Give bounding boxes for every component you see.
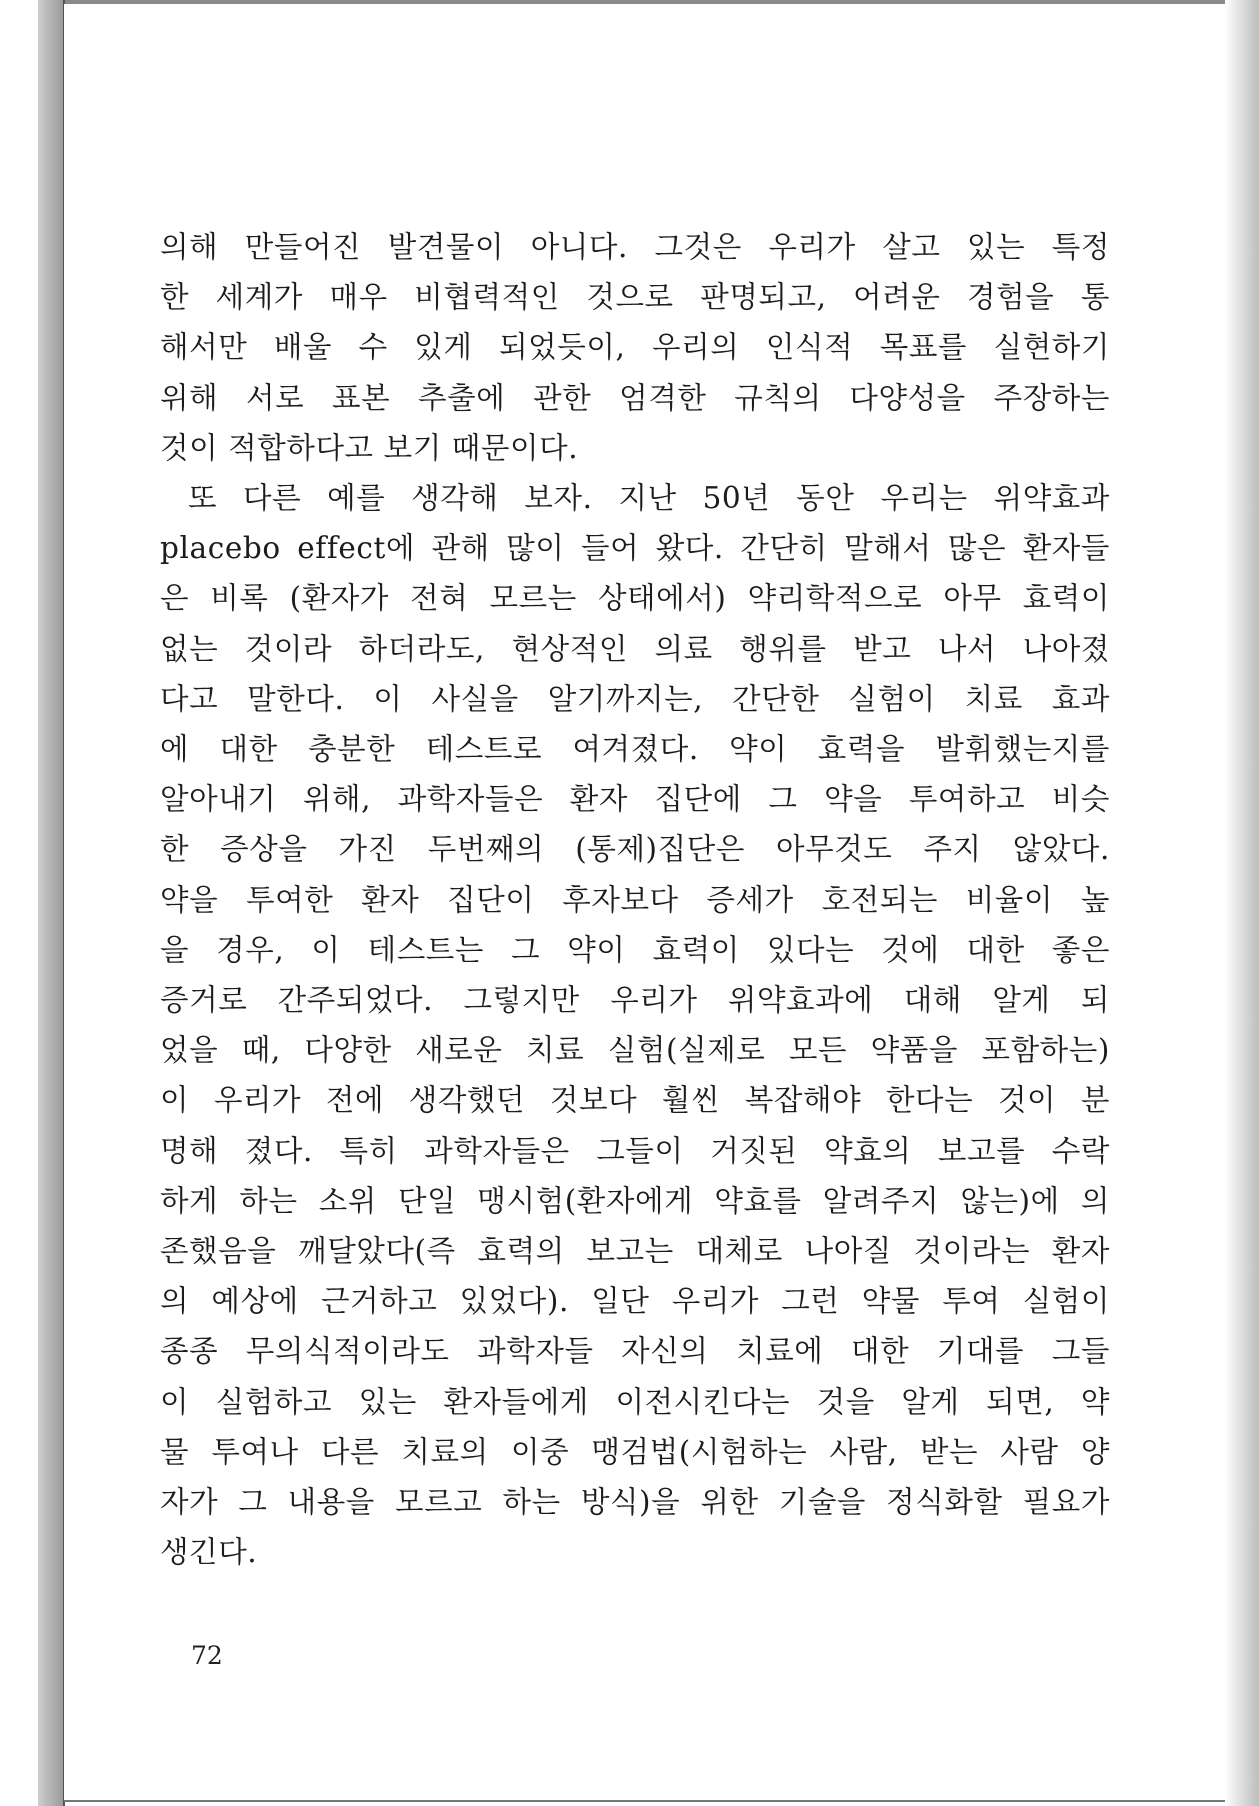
text-line: 증거로 간주되었다. 그렇지만 우리가 위약효과에 대해 알게 되 (160, 983, 1110, 1018)
text-line: 위해 서로 표본 추출에 관한 엄격한 규칙의 다양성을 주장하는 (160, 380, 1110, 415)
text-line: 었을 때, 다양한 새로운 치료 실험(실제로 모든 약품을 포함하는) (160, 1033, 1110, 1068)
text-line: 한 증상을 가진 두번째의 (통제)집단은 아무것도 주지 않았다. (160, 832, 1110, 867)
text-line: 의 예상에 근거하고 있었다). 일단 우리가 그런 약물 투여 실험이 (160, 1284, 1110, 1319)
text-line: 다고 말한다. 이 사실을 알기까지는, 간단한 실험이 치료 효과 (160, 681, 1110, 716)
text-line: 종종 무의식적이라도 과학자들 자신의 치료에 대한 기대를 그들 (160, 1334, 1110, 1369)
body-text (160, 222, 1110, 1577)
text-line: placebo effect에 관해 많이 들어 왔다. 간단히 말해서 많은 환자들 (160, 531, 1111, 566)
paragraph-2 (160, 473, 1110, 1577)
paragraph-1 (160, 222, 1110, 473)
text-line: 자가 그 내용을 모르고 하는 방식)을 위한 기술을 정식화할 필요가 (160, 1485, 1110, 1520)
text-line: 알아내기 위해, 과학자들은 환자 집단에 그 약을 투여하고 비슷 (160, 782, 1110, 817)
text-line: 이 우리가 전에 생각했던 것보다 훨씬 복잡해야 한다는 것이 분 (160, 1083, 1110, 1118)
text-line: 생긴다. (160, 1535, 258, 1570)
text-line: 약을 투여한 환자 집단이 후자보다 증세가 호전되는 비율이 높 (160, 882, 1110, 917)
text-line: 물 투여나 다른 치료의 이중 맹검법(시험하는 사람, 받는 사람 양 (160, 1434, 1110, 1469)
text-line: 존했음을 깨달았다(즉 효력의 보고는 대체로 나아질 것이라는 환자 (160, 1234, 1110, 1269)
text-line: 을 경우, 이 테스트는 그 약이 효력이 있다는 것에 대한 좋은 (160, 932, 1110, 967)
page-number: 72 (191, 1641, 223, 1670)
page-shadow-right (1225, 0, 1259, 1806)
text-line: 없는 것이라 하더라도, 현상적인 의료 행위를 받고 나서 나아졌 (160, 631, 1110, 666)
text-line: 하게 하는 소위 단일 맹시험(환자에게 약효를 알려주지 않는)에 의 (160, 1183, 1110, 1218)
text-line: 것이 적합하다고 보기 때문이다. (160, 430, 579, 465)
text-line: 명해 졌다. 특히 과학자들은 그들이 거짓된 약효의 보고를 수락 (160, 1133, 1110, 1168)
text-line: 이 실험하고 있는 환자들에게 이전시킨다는 것을 알게 되면, 약 (160, 1384, 1110, 1419)
book-spine-edge (38, 0, 64, 1806)
text-line: 은 비록 (환자가 전혀 모르는 상태에서) 약리학적으로 아무 효력이 (160, 581, 1110, 616)
text-line: 한 세계가 매우 비협력적인 것으로 판명되고, 어려운 경험을 통 (160, 280, 1110, 315)
text-line: 해서만 배울 수 있게 되었듯이, 우리의 인식적 목표를 실현하기 (160, 330, 1110, 365)
text-line: 또 다른 예를 생각해 보자. 지난 50년 동안 우리는 위약효과 (188, 481, 1110, 516)
text-line: 의해 만들어진 발견물이 아니다. 그것은 우리가 살고 있는 특정 (160, 230, 1110, 264)
text-line: 에 대한 충분한 테스트로 여겨졌다. 약이 효력을 발휘했는지를 (160, 732, 1110, 767)
